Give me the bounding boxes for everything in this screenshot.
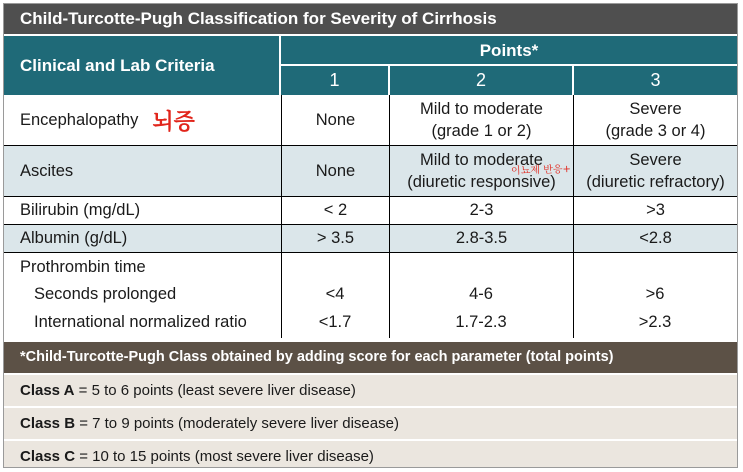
points-3-line2: (diuretic refractory) — [586, 173, 725, 191]
points-2-cell — [389, 95, 573, 145]
criteria-label: Encephalopathy — [20, 110, 139, 129]
table-row-bilirubin — [4, 196, 737, 224]
class-desc: = 7 to 9 points (moderately severe liver disease) — [75, 415, 399, 432]
table-row-encephalopathy — [4, 95, 737, 145]
class-desc: = 5 to 6 points (least severe liver disease) — [74, 382, 356, 399]
points-1-cell: None — [281, 146, 389, 196]
points-col-1: 1 — [281, 66, 389, 95]
seconds-points-2: 4-6 — [469, 285, 493, 303]
points-2-cell: 2.8-3.5 — [389, 225, 573, 252]
seconds-points-3: >6 — [645, 285, 665, 303]
points-2-line2: (grade 1 or 2) — [431, 122, 532, 140]
points-3-line2: (grade 3 or 4) — [605, 122, 706, 140]
points-1-cell: None — [281, 95, 389, 145]
points-3-line1: Severe — [629, 151, 682, 169]
points-3-line1: Severe — [629, 100, 682, 118]
handwritten-note: 이뇨제 반응+ — [510, 163, 572, 178]
criteria-header: Clinical and Lab Criteria — [4, 36, 280, 95]
criteria-label: Ascites — [20, 161, 74, 180]
criteria-label: Albumin (g/dL) — [20, 229, 128, 247]
criteria-cell — [4, 95, 281, 145]
table-row-albumin — [4, 224, 737, 252]
points-2-cell: 2-3 — [389, 197, 573, 224]
points-1-cell: < 2 — [281, 197, 389, 224]
points-header: Points* — [281, 36, 737, 65]
points-1-cell: > 3.5 — [281, 225, 389, 252]
class-name: Class B — [20, 415, 76, 432]
class-row-b — [4, 408, 737, 439]
ctp-classification-slide — [3, 3, 738, 468]
points-3-cell — [573, 95, 737, 145]
class-name: Class A — [20, 382, 75, 399]
criteria-sublabel-inr: International normalized ratio — [34, 313, 247, 331]
table-row-prothrombin — [4, 252, 737, 338]
page-title: Child-Turcotte-Pugh Classification for Severity of Cirrhosis — [4, 4, 737, 34]
points-3-cell — [573, 146, 737, 196]
class-footnote-header: *Child-Turcotte-Pugh Class obtained by adding score for each parameter (total points) — [4, 342, 737, 373]
class-name: Class C — [20, 448, 76, 465]
points-3-cell: >3 — [573, 197, 737, 224]
points-2-line1: Mild to moderate — [420, 151, 543, 169]
points-2-line1: Mild to moderate — [420, 100, 543, 118]
criteria-label: Bilirubin (mg/dL) — [20, 201, 141, 219]
class-row-a — [4, 375, 737, 406]
class-row-c — [4, 441, 737, 468]
points-col-3: 3 — [574, 66, 737, 95]
inr-points-2: 1.7-2.3 — [455, 313, 507, 331]
points-3-cell: <2.8 — [573, 225, 737, 252]
points-col-2: 2 — [390, 66, 573, 95]
table-row-ascites — [4, 145, 737, 196]
class-desc: = 10 to 15 points (most severe liver disease) — [75, 448, 374, 465]
inr-points-3: >2.3 — [638, 313, 672, 331]
criteria-label: Prothrombin time — [20, 258, 146, 276]
handwritten-annotation: 뇌증 — [152, 109, 195, 135]
seconds-points-1: <4 — [325, 285, 345, 303]
points-2-line2: (diuretic responsive) — [407, 173, 556, 191]
inr-points-1: <1.7 — [318, 313, 352, 331]
criteria-sublabel-seconds: Seconds prolonged — [34, 285, 177, 303]
